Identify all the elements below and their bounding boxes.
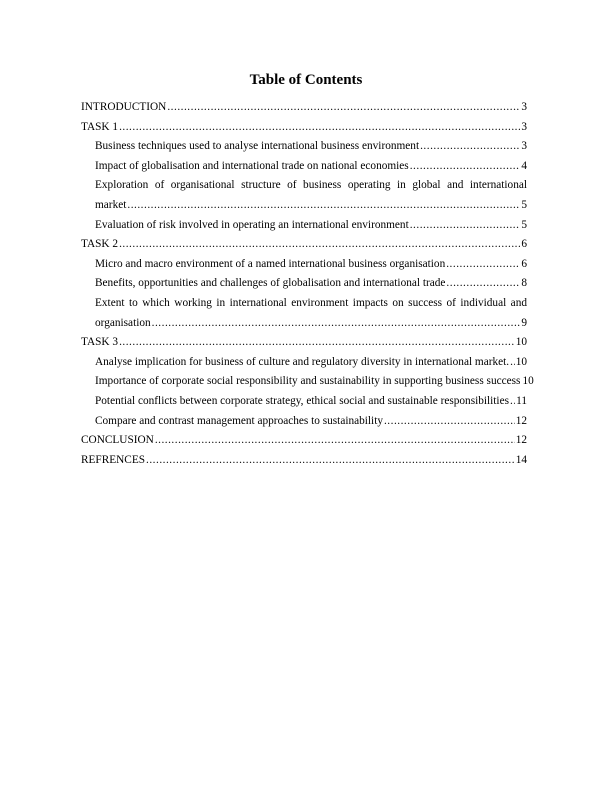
- dot-leader: [446, 258, 520, 270]
- toc-entry-label: TASK 1: [81, 120, 119, 133]
- toc-entry-potential-conflicts[interactable]: [81, 395, 527, 415]
- toc-entry-page: 3: [521, 120, 527, 133]
- dot-leader: [420, 140, 520, 152]
- toc-entry-benefits[interactable]: [81, 277, 527, 297]
- toc-entry-label-line1: Extent to which working in international environment impacts on success of individual and: [95, 296, 527, 309]
- toc-entry-micro-macro[interactable]: [81, 258, 527, 278]
- dot-leader: [119, 238, 520, 250]
- toc-entry-page: 5: [521, 218, 527, 231]
- toc-entry-label: Business techniques used to analyse international business environment: [95, 140, 420, 153]
- toc-entry-label: Impact of globalisation and international trade on national economies: [95, 159, 409, 172]
- toc-entry-label: CONCLUSION: [81, 434, 154, 447]
- toc-entry-page: 4: [521, 159, 527, 172]
- toc-entry-label: Potential conflicts between corporate strategy, ethical social and sustainable responsibilities: [95, 394, 509, 407]
- dot-leader: [510, 395, 515, 407]
- toc-entry-label: Micro and macro environment of a named international business organisation: [95, 257, 446, 270]
- toc-entry-conclusion[interactable]: [81, 434, 527, 454]
- dot-leader: [152, 317, 521, 329]
- toc-entry-page: 11: [516, 394, 527, 407]
- dot-leader: [384, 415, 515, 427]
- toc-entry-page: 6: [521, 257, 527, 270]
- toc-entry-page: 5: [521, 198, 527, 211]
- toc-title: Table of Contents: [249, 72, 363, 88]
- toc-entry-business-techniques[interactable]: [81, 140, 527, 160]
- toc-entry-organisational-structure[interactable]: [81, 179, 527, 218]
- toc-entry-evaluation-risk[interactable]: [81, 219, 527, 239]
- toc-entry-introduction[interactable]: [81, 101, 527, 121]
- toc-entry-label-line2: organisation: [95, 316, 151, 329]
- toc-entry-importance-csr[interactable]: [81, 375, 534, 395]
- toc-entry-page: 9: [521, 316, 527, 329]
- toc-entry-page: 3: [521, 140, 527, 153]
- dot-leader: [510, 356, 515, 368]
- toc-entry-references[interactable]: [81, 454, 527, 474]
- toc-entry-page: 8: [521, 277, 527, 290]
- toc-entry-task1[interactable]: [81, 121, 527, 141]
- dot-leader: [167, 101, 520, 113]
- toc-entry-task3[interactable]: [81, 336, 527, 356]
- dot-leader: [410, 160, 521, 172]
- toc-entry-label: INTRODUCTION: [81, 101, 167, 113]
- toc-entry-label: Benefits, opportunities and challenges of globalisation and international trade: [95, 277, 446, 290]
- toc-entry-label: TASK 2: [81, 238, 119, 251]
- dot-leader: [146, 454, 515, 466]
- toc-entry-page: 14: [515, 453, 527, 466]
- dot-leader: [119, 121, 520, 133]
- dot-leader: [127, 199, 520, 211]
- toc-entry-analyse-implication[interactable]: [81, 356, 527, 376]
- toc-entry-label: Compare and contrast management approaches to sustainability: [95, 414, 383, 427]
- toc-entry-label-line1: Exploration of organisational structure of business operating in global and international: [95, 179, 527, 192]
- toc-entry-extent-working[interactable]: [81, 297, 527, 336]
- toc-entry-page: 3: [521, 101, 527, 113]
- toc-entry-label: TASK 3: [81, 336, 119, 349]
- toc-entry-label: Analyse implication for business of culture and regulatory diversity in international market.: [95, 355, 510, 368]
- dot-leader: [446, 277, 520, 289]
- toc-entry-task2[interactable]: [81, 238, 527, 258]
- toc-entry-label-line2: market: [95, 198, 127, 211]
- toc-entry-page: 12: [515, 414, 527, 427]
- toc-entry-page: 10: [522, 375, 534, 388]
- toc-entry-label: Importance of corporate social responsibility and sustainability in supporting business success: [95, 375, 521, 388]
- dot-leader: [155, 434, 515, 446]
- dot-leader: [119, 336, 515, 348]
- toc-entry-page: 10: [515, 355, 527, 368]
- toc-entry-impact-globalisation[interactable]: [81, 160, 527, 180]
- toc-entry-compare-contrast[interactable]: [81, 415, 527, 435]
- toc-entry-page: 12: [515, 434, 527, 447]
- toc-entry-label: Evaluation of risk involved in operating an international environment: [95, 218, 409, 231]
- toc-list: [81, 101, 534, 473]
- dot-leader: [410, 219, 521, 231]
- toc-entry-page: 6: [521, 238, 527, 251]
- toc-entry-page: 10: [515, 336, 527, 349]
- toc-entry-label: REFRENCES: [81, 453, 146, 466]
